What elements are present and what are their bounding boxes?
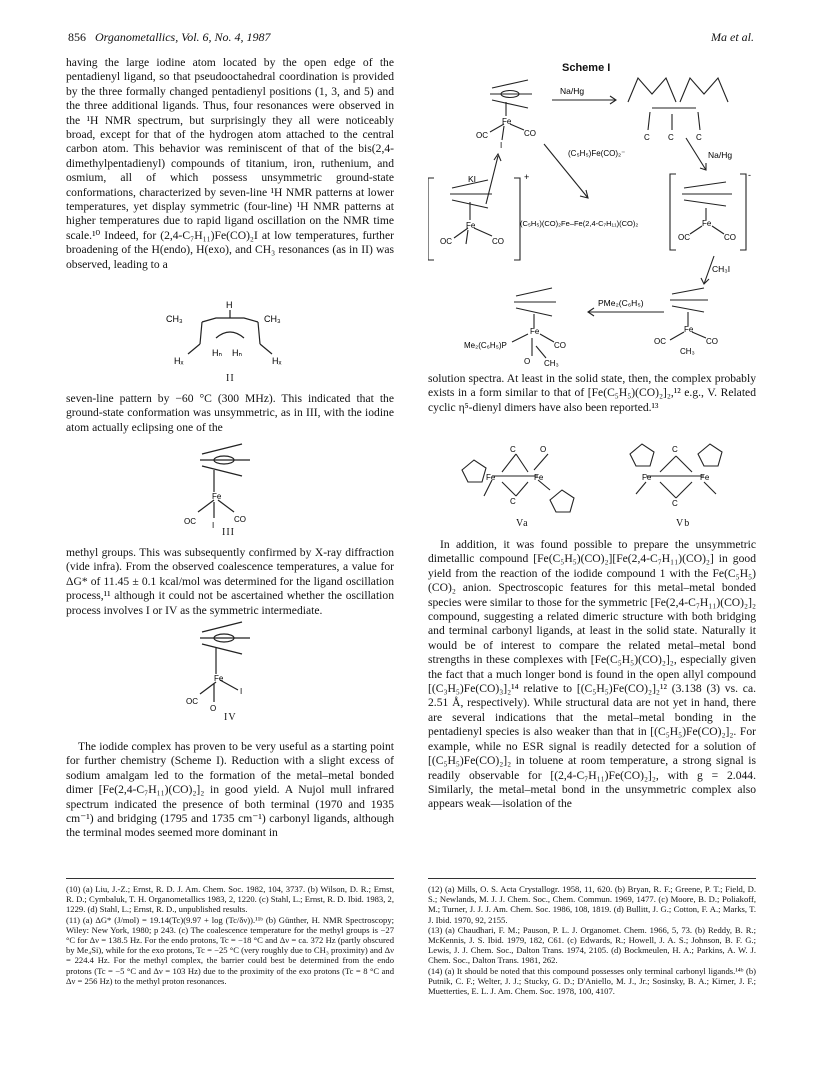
h-label: H [226, 300, 233, 310]
va-c-top: C [510, 445, 516, 454]
scheme-co-cation: CO [492, 237, 504, 246]
footnote-14: (14) (a) It should be noted that this compound possesses only terminal carbonyl ligands.¹⁴ᵇ (b) Putnik, C. F.; Welter, J. J.; Stucky, G. D.; D'Aniello, M. J., Jr.; Sosinsky, B. A.; Kirner, J. F.; Muetterties, E. L. J. Am. Chem. Soc. 1978, 100, 4107. [428, 965, 756, 997]
scheme-co-1: CO [524, 129, 536, 138]
structure-II-label: II [226, 373, 235, 384]
structure-IV [170, 618, 280, 712]
running-header-left [68, 30, 271, 45]
left-paragraph-2 [66, 392, 394, 435]
va-c-bottom: C [510, 497, 516, 506]
left-paragraph-1 [66, 56, 394, 272]
scheme-co-phos: CO [554, 341, 566, 350]
paragraph-text: solution spectra. At least in the solid state, then, the complex probably exists in a form similar to that of [Fe(C₅H₅)(CO)₂]₂,¹² e.g., V. Related cyclic η⁵-dienyl dimers have also been reported.¹³ [428, 372, 756, 414]
fe-label: Fe [214, 674, 224, 683]
scheme-fe-cation: Fe [466, 221, 476, 230]
scheme-fe-anion: Fe [702, 219, 712, 228]
scheme-oc-1: OC [476, 131, 488, 140]
paragraph-text: The iodide complex has proven to be very useful as a starting point for further chemistry (Scheme I). Reduction with a slight excess of sodium amalgam led to the formation of the metal–metal bonded dimer [Fe(2,4-C₇H₁₁)(CO)₂]₂ in good yield. A Nujol mull infrared spectrum indicated the presence of both terminal (1970 and 1935 cm⁻¹) and bridging (1795 and 1735 cm⁻¹) carbonyl ligands, although the terminal modes seemed more dominant in [66, 740, 394, 840]
structures-V [440, 440, 760, 520]
scheme-oc-methyl: OC [654, 337, 666, 346]
oc-label: OC [186, 697, 198, 706]
vb-fe-right: Fe [700, 473, 710, 482]
footnotes-left [66, 884, 394, 986]
right-paragraph-2 [428, 538, 756, 812]
fe-label: Fe [212, 492, 222, 501]
scheme-ch3-methyl: CH₃ [680, 347, 695, 356]
scheme-fe-phos: Fe [530, 327, 540, 336]
scheme-ch3i: CH₃I [712, 264, 731, 274]
scheme-na-hg-2: Na/Hg [708, 150, 733, 160]
paragraph-text: methyl groups. This was subsequently confirmed by X-ray diffraction (vide infra). From the observed coalescence temperatures, a value for ΔG* of 11.45 ± 0.1 kcal/mol was determined for the ligand oscillation process,¹¹ although it could not be ascertained whether the oscillation process involves I or IV as the symmetric intermediate. [66, 546, 394, 617]
i-label: I [240, 687, 243, 696]
scheme-oc-anion: OC [678, 233, 690, 242]
footnote-rule-left [66, 878, 394, 879]
vb-c-bottom: C [672, 499, 678, 508]
vb-c-top: C [672, 445, 678, 454]
scheme-pme2: PMe₂(C₆H₅) [598, 298, 644, 308]
ch3-left-label: CH₃ [166, 314, 183, 324]
vb-fe-left: Fe [642, 473, 652, 482]
scheme-minus: - [748, 170, 751, 180]
page-number: 856 [68, 30, 86, 44]
paragraph-text: seven-line pattern by −60 °C (300 MHz). This indicated that the ground-state conformation was unsymmetric, as in III, with the iodine atom actually eclipsing one of the [66, 392, 394, 434]
scheme-na-hg-1: Na/Hg [560, 86, 585, 96]
scheme-ki: KI [468, 174, 477, 184]
scheme-i-1: I [500, 141, 503, 150]
va-o-top: O [540, 445, 547, 454]
hn-right-label: Hₙ [232, 348, 243, 358]
left-paragraph-4 [66, 740, 394, 841]
structure-II [160, 300, 300, 372]
paragraph-text: having the large iodine atom located by the open edge of the pentadienyl ligand, so that pseudooctahedral coordination is provided by the three formally changed pentadienyl positions (1, 3, and 5) and the three additional ligands. Thus, four resonances were observed in the ¹H NMR spectrum, but surprisingly they all were noticeably broad, except for that of the hydrogen atom attached to the central carbon atom. This behavior was reminiscent of that of the bis(2,4-dimethylpentadienyl) compounds of titanium, iron, ruthenium, and osmium, all of which possess unsymmetric ground-state conformations, characterized by seven-line ¹H NMR patterns at lower temperatures, yet display symmetric (four-line) ¹H NMR patterns at higher temperatures due to rapid ligand oscillation on the NMR time scale.¹⁰ Indeed, for (2,4-C₇H₁₁)Fe(CO)₂I at low temperatures, further broadening of the H(endo), H(exo), and CH₃ resonances (as in II) was observed, leading to a [66, 56, 394, 271]
scheme-o-phos: O [524, 357, 531, 366]
scheme-c-a: C [644, 133, 650, 142]
scheme-anion: (C₅H₅)Fe(CO)₂⁻ [568, 149, 626, 158]
scheme-me2p: Me₂(C₆H₅)P [464, 341, 507, 350]
journal-citation: Organometallics, Vol. 6, No. 4, 1987 [95, 30, 271, 44]
structure-III [170, 440, 280, 528]
paragraph-text: In addition, it was found possible to prepare the unsymmetric dimetallic compound [Fe(C₅H₅)(CO)₂][Fe(2,4-C₇H₁₁)(CO)₂] in good yield from the reaction of the iodide compound 1 with the Fe(C₅H₅)(CO)₂ anion. Spectroscopic features for this metal–metal bonded species were similar to those for the symmetric [Fe(2,4-C₇H₁₁)(CO)₂]₂ compound, suggesting a related dimeric structure with both bridging and terminal carbonyl ligands, at least in the solid state. Naturally it would be of interest to compare the related metal–metal bond strengths in these complexes with [Fe(C₅H₅)(CO)₂]₂, especially given the fact that a much longer bond is found in the open allyl compound [(C₃H₅)Fe(CO)₃]₂¹⁴ relative to [(C₅H₅)Fe(CO)₂]₂¹² (3.138 (3) vs. ca. 2.51 Å, respectively). While structural data are not yet in hand, there are several indications that the metal–metal bonding in the pentadienyl species is also weaker than that in [(C₅H₅)Fe(CO)₂]₂. For example, while no ESR signal is readily detected for a solution of [(C₅H₅)Fe(CO)₂]₂ in toluene at room temperature, a strong signal is readily observable for [(2,4-C₇H₁₁)Fe(CO)₂]₂, with g = 2.044. Similarly, the metal–metal bond in the unsymmetric complex also appears weak—isolation of the [428, 538, 756, 811]
scheme-co-methyl: CO [706, 337, 718, 346]
structure-III-label: III [222, 527, 235, 538]
scheme-oc-cation: OC [440, 237, 452, 246]
scheme-co-anion: CO [724, 233, 736, 242]
scheme-fe-1: Fe [502, 117, 512, 126]
footnote-12: (12) (a) Mills, O. S. Acta Crystallogr. 1958, 11, 620. (b) Bryan, R. F.; Greene, P. T.; Field, D. S.; Newlands, M. J. J. Chem. Soc., Chem. Commun. 1969, 1477. (c) Moore, B. D.; Poliakoff, M.; Turner, J. J. J. Am. Chem. Soc. 1986, 108, 1819. (d) Bullitt, J. G.; Cotton, F. A.; Marks, T. J. Ibid. 1970, 92, 2155. [428, 884, 756, 925]
footnote-13: (13) (a) Chaudhari, F. M.; Pauson, P. L. J. Organomet. Chem. 1966, 5, 73. (b) Reddy, B. R.; McKennis, J. S. Ibid. 1979, 182, C61. (c) Edwards, R.; Howell, J. A. S.; Johnson, B. F. G.; Lewis, J. J. Chem. Soc., Dalton Trans. 1974, 2105. (d) Bockmeulen, H. A.; Parkins, A. W. J. Chem. Soc., Dalton Trans. 1981, 262. [428, 924, 756, 966]
left-paragraph-3 [66, 546, 394, 618]
i-label: I [212, 521, 215, 528]
hx-right-label: Hₓ [272, 356, 282, 366]
va-fe-right: Fe [534, 473, 544, 482]
scheme-plus: + [524, 172, 530, 182]
footnotes-right [428, 884, 756, 996]
scheme-fe-methyl: Fe [684, 325, 694, 334]
structure-Vb-label: Vb [676, 518, 691, 529]
hn-left-label: Hₙ [212, 348, 223, 358]
footnote-10: (10) (a) Liu, J.-Z.; Ernst, R. D. J. Am. Chem. Soc. 1982, 104, 3737. (b) Wilson, D. R.; Ernst, R. D.; Cymbaluk, T. H. Organometallics 1983, 2, 1220. (c) Stahl, L.; Ernst, R. D. Ibid. 1983, 2, 1229. (d) Stahl, L.; Ernst, R. D., unpublished results. [66, 884, 394, 915]
scheme-c-c: C [696, 133, 702, 142]
footnote-rule-right [428, 878, 756, 879]
co-label: CO [234, 515, 246, 524]
right-paragraph-1 [428, 372, 756, 415]
hx-left-label: Hₓ [174, 356, 184, 366]
scheme-title: Scheme I [562, 62, 611, 74]
ch3-right-label: CH₃ [264, 314, 281, 324]
o-label: O [210, 704, 217, 712]
structure-Va-label: Va [516, 518, 529, 529]
oc-label: OC [184, 517, 196, 526]
scheme-dimer-label: (C₅H₅)(CO)₂Fe–Fe(2,4-C₇H₁₁)(CO)₂ [520, 219, 639, 228]
scheme-ch3-phos: CH₃ [544, 359, 559, 368]
running-header-authors: Ma et al. [711, 30, 754, 44]
scheme-I [428, 74, 758, 374]
scheme-c-b: C [668, 133, 674, 142]
structure-IV-label: IV [224, 712, 237, 723]
footnote-11: (11) (a) ΔG* (J/mol) = 19.14(Tc)(9.97 + log (Tc/δν)).¹¹ᵇ (b) Günther, H. NMR Spectroscopy; Wiley: New York, 1980; p 243. (c) The coalescence temperature for the methyl groups is −27 °C for Δν = 138.5 Hz. For the endo protons, Tc = −18 °C and Δν = ca. 372 Hz (partly obscured by Me₄Si), while for the exo protons, Tc = −25 °C (very roughly due to CH₃ proximity) and Δν = 224.4 Hz. For the methyl complex, the barrier could best be determined from the endo protons (Tc = −5 °C and Δν = 103 Hz) due to the proximity of the exo protons (Tc = 8 °C and Δν = 256 Hz) to the methyl proton resonances. [66, 914, 394, 986]
va-fe-left: Fe [486, 473, 496, 482]
